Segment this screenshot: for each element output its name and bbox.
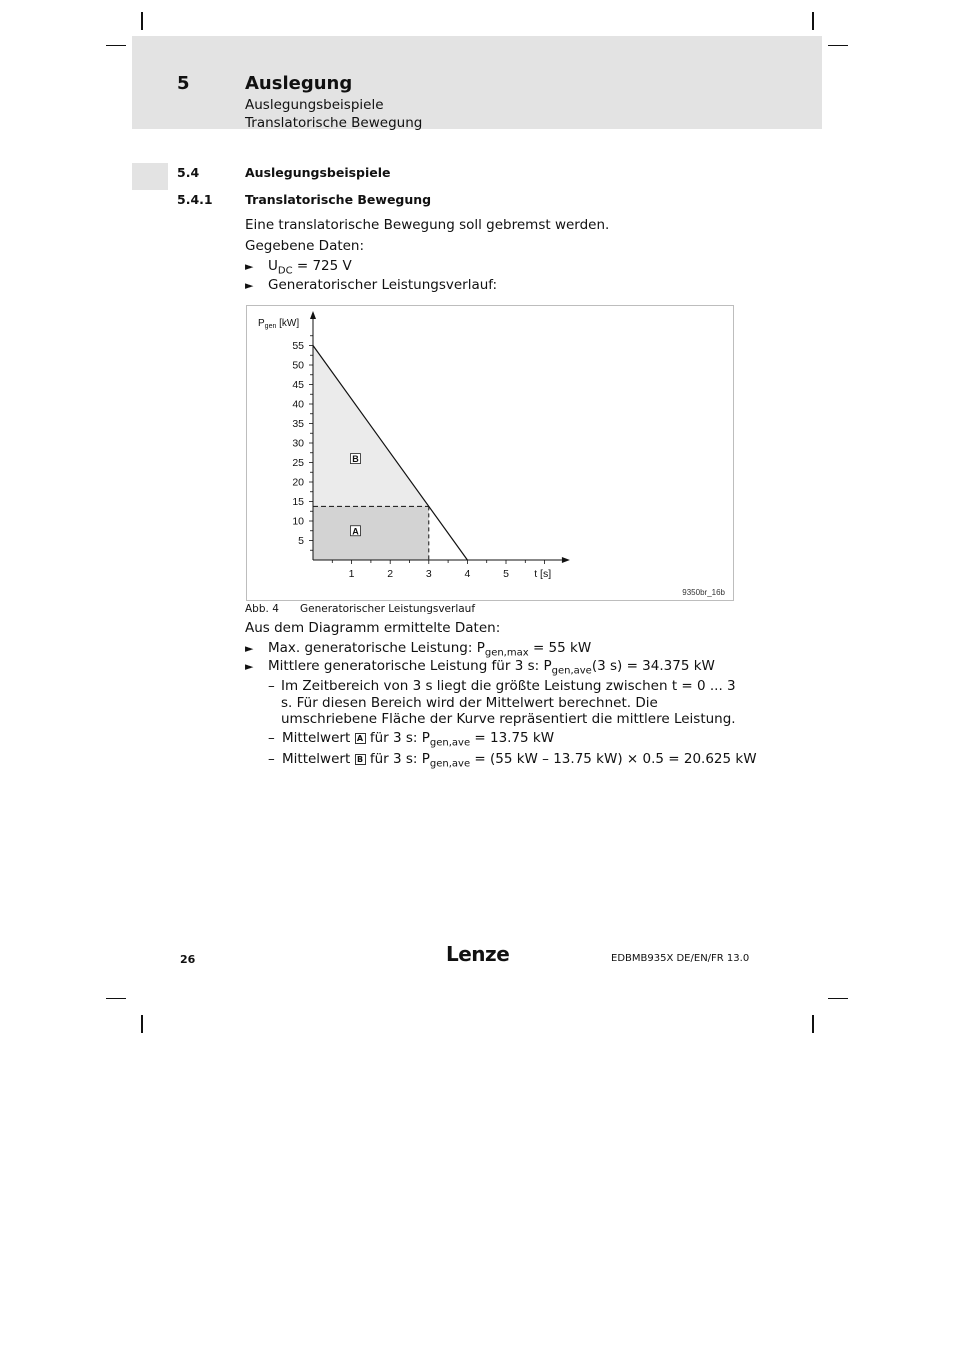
figure-caption-number: Abb. 4	[245, 603, 279, 615]
figure-code: 9350br_16b	[682, 588, 725, 597]
box-label-b: B	[355, 754, 366, 765]
bullet-mean-power: ► Mittlere generatorische Leistung für 3 s: $P_{gen,ave}(3$ s) = 34.375 kW	[245, 658, 715, 677]
y-axis-arrow	[310, 311, 316, 319]
section-marker	[132, 163, 168, 190]
y-tick-label: 35	[292, 418, 304, 430]
figure-caption-text: Generatorischer Leistungsverlauf	[300, 603, 476, 615]
page-number: 26	[180, 953, 196, 966]
bullet-arrow-icon: ►	[245, 279, 254, 292]
dash-marker: –	[268, 678, 275, 694]
bullet-arrow-icon: ►	[245, 260, 254, 273]
crop-mark	[828, 998, 848, 999]
region-a	[313, 506, 429, 560]
header-subtitle-2: Translatorische Bewegung	[245, 115, 423, 131]
crop-mark	[141, 12, 143, 30]
bullet-arrow-icon: ►	[245, 642, 254, 655]
crop-mark	[106, 45, 126, 46]
dash-item-mean-b: – Mittelwert B für 3 s: $P_{gen,ave} = (55$ kW – 13.75 kW) × 0.5 = 20.625 kW	[268, 751, 757, 770]
power-chart	[247, 306, 733, 600]
x-tick-label: 1	[348, 568, 355, 580]
header-band	[132, 36, 822, 129]
header-subtitle: Auslegungsbeispiele	[245, 97, 384, 113]
crop-mark	[812, 1015, 814, 1033]
intro-text: Eine translatorische Bewegung soll gebremst werden.	[245, 217, 610, 233]
figure-frame	[246, 305, 734, 601]
region-label-b: B	[352, 454, 359, 465]
chapter-number: 5	[177, 73, 190, 94]
section-number: 5.4	[177, 165, 200, 180]
region-label-a: A	[352, 526, 359, 537]
subsection-title: Translatorische Bewegung	[245, 192, 432, 207]
y-tick-label: 40	[292, 398, 304, 411]
section-title: Auslegungsbeispiele	[245, 165, 391, 180]
y-tick-label: 30	[292, 437, 304, 450]
given-data-label: Gegebene Daten:	[245, 238, 365, 254]
lenze-logo: Lenze	[446, 942, 510, 966]
bullet-power-curve: ► Generatorischer Leistungsverlauf:	[245, 277, 498, 293]
results-intro: Aus dem Diagramm ermittelte Daten:	[245, 620, 501, 636]
x-tick-label: 2	[387, 568, 394, 580]
x-tick-label: 4	[464, 568, 471, 580]
crop-mark	[106, 998, 126, 999]
x-axis-arrow	[562, 557, 570, 563]
x-tick-label: 5	[503, 568, 509, 580]
explanation-paragraph: Im Zeitbereich von 3 s liegt die größte Leistung zwischen t = 0 ... 3 s. Für diesen Bereich wird der Mittelwert berechnet. Die umschriebene Fläche der Kurve repräsentiert die mittlere Leistung.	[281, 678, 736, 727]
crop-mark	[812, 12, 814, 30]
y-tick-label: 50	[292, 359, 304, 372]
y-tick-label: 25	[292, 457, 304, 469]
y-tick-label: 20	[292, 476, 304, 489]
dash-item-mean-a: – Mittelwert A für 3 s: $P_{gen,ave} = 13.75$ kW	[268, 730, 555, 749]
y-tick-label: 55	[292, 340, 304, 352]
box-label-a: A	[355, 733, 366, 744]
y-tick-label: 45	[292, 379, 304, 391]
document-code: EDBMB935X DE/EN/FR 13.0	[611, 953, 750, 964]
y-tick-label: 15	[292, 496, 304, 508]
y-tick-label: 5	[298, 535, 304, 547]
y-axis-label: $P_{gen}$ [kW]	[258, 318, 300, 330]
crop-mark	[141, 1015, 143, 1033]
bullet-voltage: ► $U_{DC} = 725$ V	[245, 258, 352, 277]
crop-mark	[828, 45, 848, 46]
x-axis-label: t [s]	[534, 568, 552, 580]
bullet-arrow-icon: ►	[245, 660, 254, 673]
y-tick-label: 10	[292, 515, 304, 528]
subsection-number: 5.4.1	[177, 192, 213, 207]
bullet-max-power: ► Max. generatorische Leistung: $P_{gen,max} = 55$ kW	[245, 640, 592, 659]
x-tick-label: 3	[425, 568, 432, 580]
chapter-title: Auslegung	[245, 73, 353, 94]
